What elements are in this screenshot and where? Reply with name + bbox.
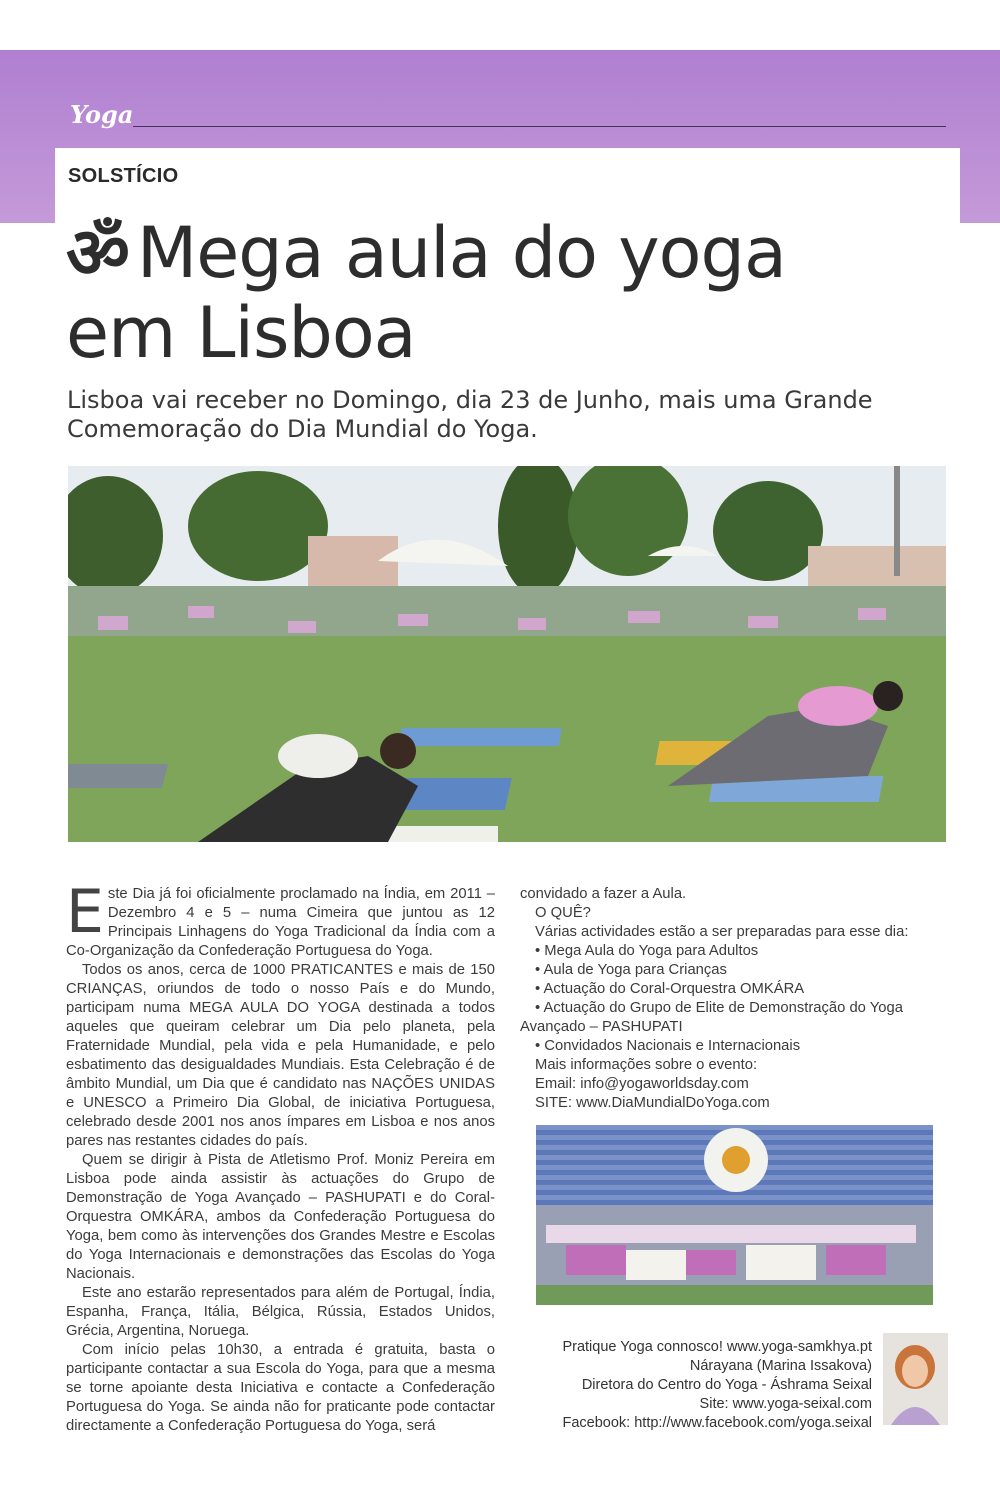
list-item: • Convidados Nacionais e Internacionais	[535, 1038, 801, 1054]
yoga-field-photo	[68, 466, 946, 842]
list-item: • Mega Aula do Yoga para Adultos	[535, 943, 759, 959]
author-credit	[512, 1338, 872, 1433]
headline-line2: em Lisboa	[66, 292, 416, 374]
om-symbol: ॐ	[66, 211, 129, 294]
paragraph-1-text: ste Dia já foi oficialmente proclamado na Índia, em 2011 – Dezembro 4 e 5 – numa Cimeira que juntou as 12 Principais Linhagens do Yoga Tradicional da Índia com a Co-Organização da Confederação Portuguesa do Yoga.	[66, 886, 495, 959]
group-photo-image	[536, 1125, 933, 1305]
credit-line-3: Diretora do Centro do Yoga - Áshrama Seixal	[581, 1377, 872, 1393]
more-info: Mais informações sobre o evento:	[535, 1057, 758, 1073]
headline-line1: Mega aula do yoga	[136, 212, 786, 294]
list-item: • Actuação do Coral-Orquestra OMKÁRA	[535, 981, 805, 997]
continued-text: convidado a fazer a Aula.	[520, 886, 687, 902]
headline	[66, 213, 946, 373]
portrait-image	[883, 1333, 948, 1425]
credit-line-4: Site: www.yoga-seixal.com	[699, 1396, 872, 1412]
activities-intro: Várias actividades estão a ser preparadas para esse dia:	[535, 924, 909, 940]
email-text: Email: info@yogaworldsday.com	[535, 1076, 749, 1092]
paragraph-4: Este ano estarão representados para além de Portugal, Índia, Espanha, França, Itália, Bélgica, Rússia, Estados Unidos, Grécia, Argentina, Noruega.	[66, 1285, 495, 1339]
kicker: SOLSTÍCIO	[68, 165, 179, 187]
paragraph-1	[66, 877, 495, 961]
paragraph-3: Quem se dirigir à Pista de Atletismo Prof. Moniz Pereira em Lisboa pode ainda assistir às actuações do Grupo de Demonstração de Yoga Avançado – PASHUPATI e do Coral-Orquestra OMKÁRA, ambos da Confederação Portuguesa do Yoga, bem como às intervenções dos Grandes Mestre e Escolas do Yoga Internacionais e demonstrações das Escolas do Yoga Nacionais.	[66, 1152, 495, 1282]
article-column-1	[66, 877, 495, 1436]
paragraph-2: Todos os anos, cerca de 1000 PRATICANTES e mais de 150 CRIANÇAS, oriundos de todo o nosso País e do Mundo, participam numa MEGA AULA DO YOGA destinada a todos aqueles que queiram celebrar um Dia pelo planeta, pela Fraternidade Mundial, pela vida e pela Humanidade, e pelo esbatimento das desigualdades Mundiais. Esta Celebração é de âmbito Mundial, um Dia que é candidato nas NAÇÕES UNIDAS e UNESCO a Primeiro Dia Global, de iniciativa Portuguesa, celebrado desde 2001 nos anos ímpares em Lisboa e nos anos pares nas restantes cidades do país.	[66, 962, 495, 1149]
credit-line-1: Pratique Yoga connosco! www.yoga-samkhya.pt	[562, 1339, 872, 1355]
site-text: SITE: www.DiaMundialDoYoga.com	[535, 1095, 770, 1111]
list-item: • Actuação do Grupo de Elite de Demonstração do Yoga	[535, 1000, 903, 1016]
main-photo	[68, 466, 946, 842]
author-portrait	[883, 1333, 948, 1425]
list-item: • Aula de Yoga para Crianças	[535, 962, 727, 978]
list-item-continued: Avançado – PASHUPATI	[520, 1019, 683, 1035]
subheading-what: O QUÊ?	[535, 905, 591, 921]
lead-paragraph: Lisboa vai receber no Domingo, dia 23 de Junho, mais uma Grande Comemoração do Dia Mundial do Yoga.	[67, 386, 873, 443]
article-column-2	[520, 885, 948, 1113]
section-rule	[133, 126, 946, 127]
credit-line-5: Facebook: http://www.facebook.com/yoga.seixal	[562, 1415, 872, 1431]
section-label: Yoga	[70, 100, 134, 129]
paragraph-5: Com início pelas 10h30, a entrada é gratuita, basta o participante contactar a sua Escola do Yoga, para que a mesma se torne apoiante desta Iniciativa e contacte a Confederação Portuguesa do Yoga. Se ainda não for praticante pode contactar directamente a Confederação Portuguesa do Yoga, será	[66, 1342, 495, 1434]
drop-cap: E	[66, 877, 104, 947]
group-photo	[536, 1125, 933, 1305]
credit-line-2: Nárayana (Marina Issakova)	[689, 1358, 872, 1374]
